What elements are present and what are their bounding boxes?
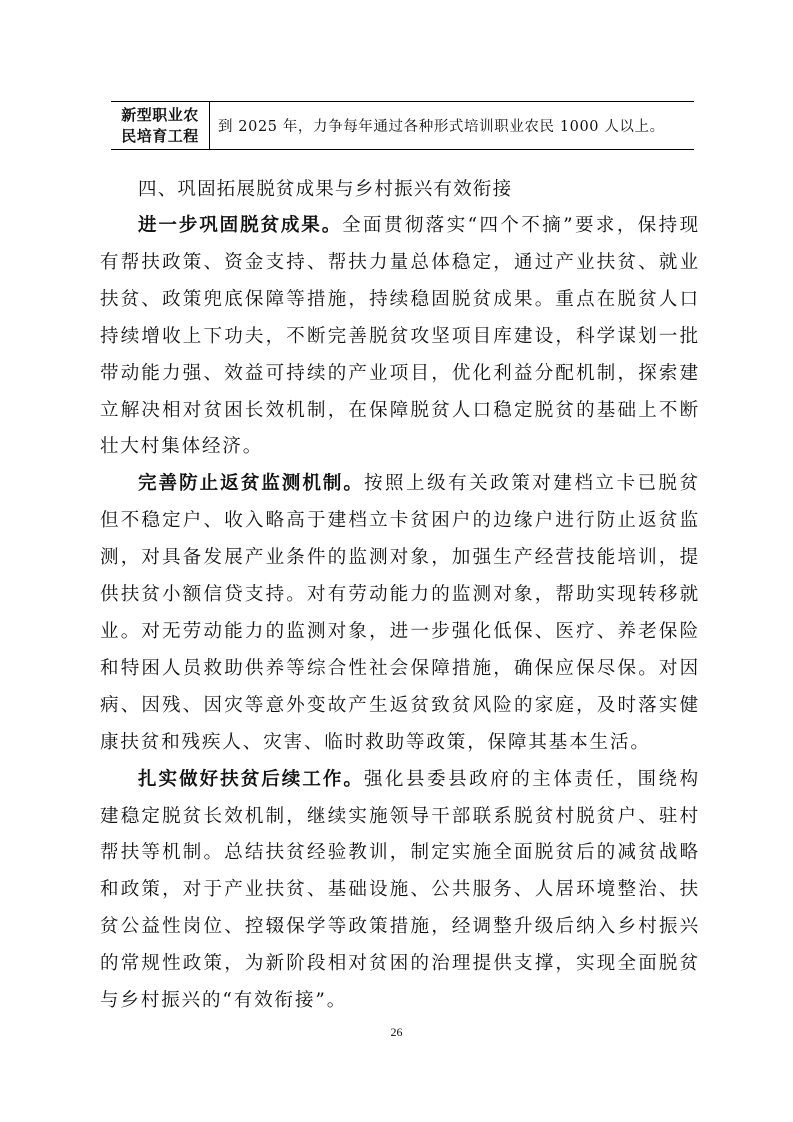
table-header-line-2: 民培育工程: [121, 126, 199, 145]
table-header-cell: [111, 102, 210, 149]
paragraph-text: 全面贯彻落实“四个不摘”要求，保持现有帮扶政策、资金支持、帮扶力量总体稳定，通过产业扶贫、就业扶贫、政策兜底保障等措施，持续稳固脱贫成果。重点在脱贫人口持续增收上下功夫，不断完善脱贫攻坚项目库建设，科学谋划一批带动能力强、效益可持续的产业项目，优化利益分配机制，探索建立解决相对贫困长效机制，在保障脱贫人口稳定脱贫的基础上不断壮大村集体经济。: [100, 215, 700, 458]
page-number: 26: [390, 1025, 403, 1039]
paragraph-monitoring: [100, 466, 700, 761]
paragraph-follow-up: [100, 762, 700, 1020]
paragraph-lead: 进一步巩固脱贫成果。: [138, 215, 343, 236]
table-header-line-1: 新型职业农: [121, 105, 199, 124]
paragraph-consolidate: [100, 208, 700, 466]
paragraph-lead: 扎实做好扶贫后续工作。: [138, 768, 364, 790]
paragraph-text: 按照上级有关政策对建档立卡已脱贫但不稳定户、收入略高于建档立卡贫困户的边缘户进行防止返贫监测，对具备发展产业条件的监测对象，加强生产经营技能培训，提供扶贫小额信贷支持。对有劳动能力的监测对象，帮助实现转移就业。对无劳动能力的监测对象，进一步强化低保、医疗、养老保险和特困人员救助供养等综合性社会保障措施，确保应保尽保。对因病、因残、因灾等意外变故产生返贫致贫风险的家庭，及时落实健康扶贫和残疾人、灾害、临时救助等政策，保障其基本生活。: [100, 473, 700, 753]
section-heading: 四、巩固拓展脱贫成果与乡村振兴有效衔接: [138, 179, 513, 200]
main-content: [100, 172, 700, 1020]
paragraph-text: 强化县委县政府的主体责任，围绕构建稳定脱贫长效机制，继续实施领导干部联系脱贫村脱贫户、驻村帮扶等机制。总结扶贫经验教训，制定实施全面脱贫后的减贫战略和政策，对于产业扶贫、基础设施、公共服务、人居环境整治、扶贫公益性岗位、控辍保学等政策措施，经调整升级后纳入乡村振兴的常规性政策，为新阶段相对贫困的治理提供支撑，实现全面脱贫与乡村振兴的“有效衔接”。: [100, 768, 700, 1012]
paragraph-lead: 完善防止返贫监测机制。: [138, 473, 364, 495]
program-table: [111, 101, 694, 150]
table-body-cell: 到 2025 年，力争每年通过各种形式培训职业农民 1000 人以上。: [218, 119, 665, 135]
